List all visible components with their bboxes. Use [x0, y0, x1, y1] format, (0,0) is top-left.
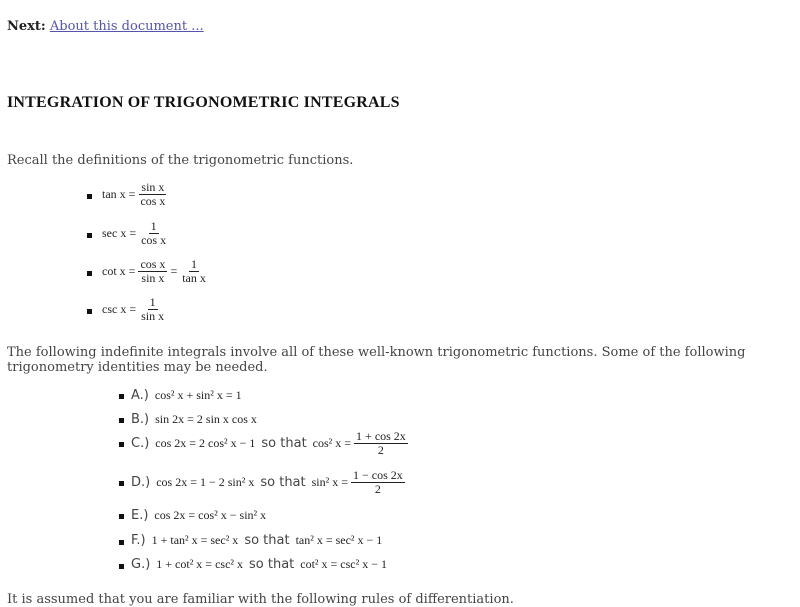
navigation-bar [7, 19, 204, 34]
identity-f: F.) 1 + tan² x = sec² x so that tan² x = sec² x − 1 [131, 533, 383, 548]
definition-sec: sec x = $\frac{1}{\text{cos x}}$ [102, 219, 167, 247]
bullet-icon [87, 194, 92, 199]
bullet-icon [119, 481, 124, 486]
bullet-icon [87, 233, 92, 238]
bullet-icon [119, 514, 124, 519]
identity-b: B.) sin 2x = 2 sin x cos x [131, 412, 257, 427]
differentiation-paragraph: It is assumed that you are familiar with the following rules of differentiation. [7, 592, 514, 607]
bullet-icon [119, 394, 124, 399]
bullet-icon [119, 564, 124, 569]
bullet-icon [87, 309, 92, 314]
next-label: Next: [7, 19, 46, 34]
definition-cot: cot x = $\frac{\text{cos x}}{\text{sin x}}$ = $\frac{1}{\text{tan x}}$ [102, 257, 206, 285]
page-title: INTEGRATION OF TRIGONOMETRIC INTEGRALS [7, 94, 400, 111]
bullet-icon [87, 271, 92, 276]
about-document-link[interactable]: About this document ... [49, 19, 204, 34]
intro-paragraph: Recall the definitions of the trigonometric functions. [7, 153, 354, 168]
identities-intro-paragraph: The following indefinite integrals involve all of these well-known trigonometric functions. Some of the following trigonometry identities may be needed. [7, 345, 746, 375]
identity-e: E.) cos 2x = cos² x − sin² x [131, 508, 267, 523]
identity-a: A.) cos² x + sin² x = 1 [131, 388, 242, 403]
definition-csc: csc x = $\frac{1}{\text{sin x}}$ [102, 295, 165, 323]
identity-g: G.) 1 + cot² x = csc² x so that cot² x = csc² x − 1 [131, 557, 387, 572]
identity-d: D.) cos 2x = 1 − 2 sin² x so that sin² x = $\frac{1 - \cos 2x}{2}$ [131, 468, 403, 496]
definition-tan: tan x = $\frac{\text{sin x}}{\text{cos x}}$ [102, 180, 166, 208]
bullet-icon [119, 442, 124, 447]
bullet-icon [119, 540, 124, 545]
identity-c: C.) cos 2x = 2 cos² x − 1 so that cos² x = $\frac{1 + \cos 2x}{2}$ [131, 429, 406, 457]
bullet-icon [119, 418, 124, 423]
